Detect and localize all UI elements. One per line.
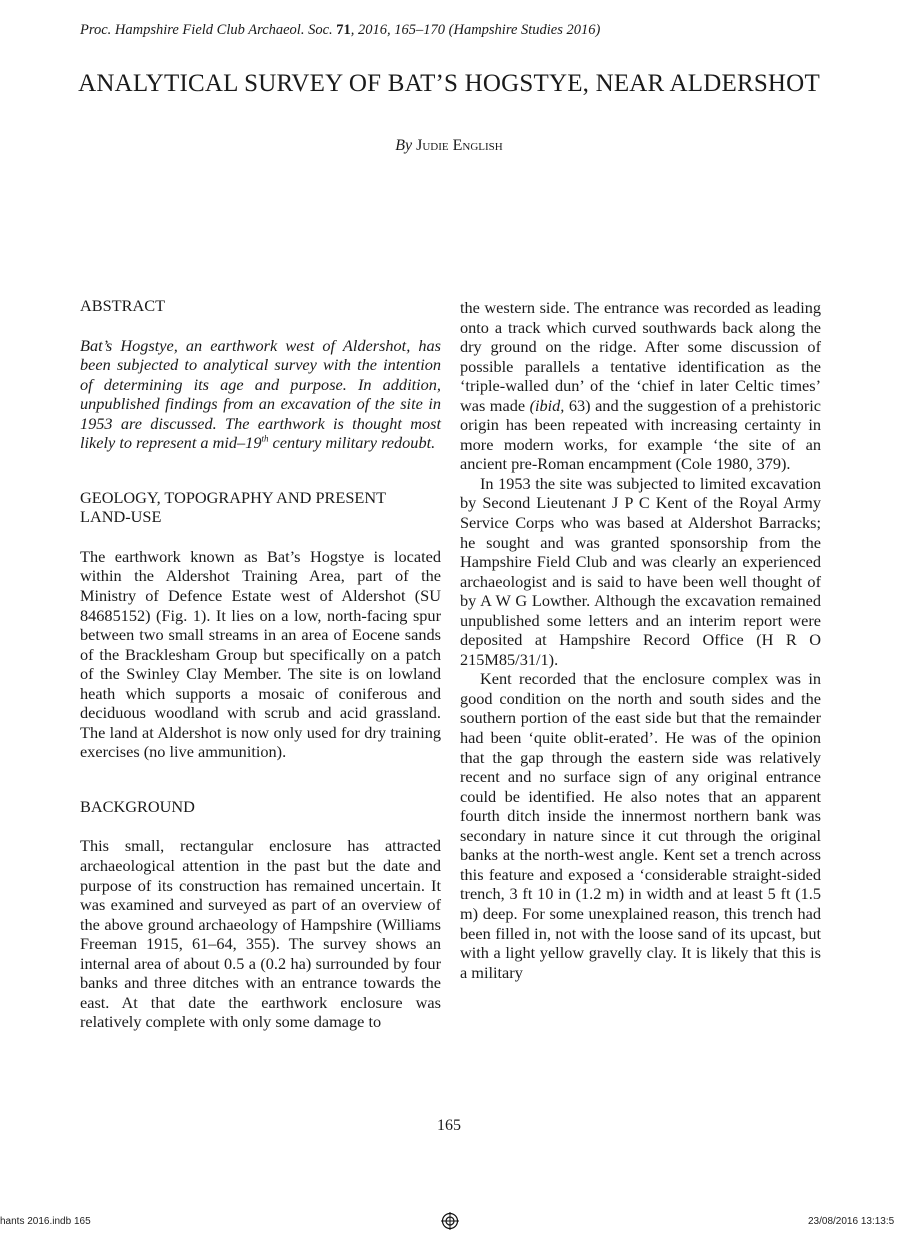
geology-heading-line1: GEOLOGY, TOPOGRAPHY AND PRESENT [80, 487, 387, 507]
background-para-2: In 1953 the site was subjected to limited excavation by Second Lieutenant J P C Kent of the Royal Army Service Corps who was based at Aldershot Barracks; he sought and was granted sponsorship from the Hampshire Field Club and was clearly an experienced archaeologist and is said to have been well thought of by A W G Lowther. Although the excavation remained unpublished some letters and an interim report were deposited at Hampshire Record Office (H R O 215M85/31/1). [460, 473, 821, 669]
geology-text: The earthwork known as Bat’s Hogstye is located within the Aldershot Training Area, part of the Ministry of Defence Estate west of Aldershot (SU 84685152) (Fig. 1). It lies on a low, north-facing spur between two small streams in an area of Eocene sands of the Bracklesham Group but specifically on a patch of the Swinley Clay Member. The site is on lowland heath which supports a mosaic of coniferous and deciduous woodland with scrub and acid grassland. The land at Aldershot is now only used for dry training exercises (no live ammunition). [80, 546, 441, 762]
background-para-1-continued [460, 298, 821, 474]
abstract-text-main: Bat’s Hogstye, an earthwork west of Aldershot, has been subjected to analytical survey with the intention of determining its age and purpose. In addition, unpublished findings from an excavation of the site in 1953 are discussed. The earthwork is thought most likely to represent a mid–19 [80, 335, 441, 453]
left-column [80, 296, 441, 1032]
abstract-sup: th [261, 433, 269, 444]
volume-number: 71 [336, 22, 351, 38]
abstract-heading: ABSTRACT [80, 296, 166, 315]
print-slug-file: hants 2016.indb 165 [0, 1216, 91, 1227]
running-head [80, 22, 820, 39]
byline [0, 137, 898, 155]
journal-name: Proc. Hampshire Field Club Archaeol. Soc. [80, 22, 333, 38]
right-column [460, 298, 821, 982]
article-title: ANALYTICAL SURVEY OF BAT’S HOGSTYE, NEAR ALDERSHOT [78, 70, 820, 97]
page-number: 165 [437, 1117, 461, 1134]
background-para-1-cont-b: 63) and the suggestion of a prehistoric origin has been repeated with increasing certainty in more modern works, for example ‘the site of an ancient pre-Roman encampment (Cole 1980, 379). [460, 395, 821, 474]
print-slug-timestamp: 23/08/2016 13:13:5 [808, 1216, 895, 1227]
background-para-1-cont-a: the western side. The entrance was recorded as leading onto a track which curved southwards back along the dry ground on the ridge. After some discussion of possible parallels a tentative identification as the ‘triple-walled dun’ of the ‘chief in later Celtic times’ was made [460, 298, 821, 415]
abstract-text [80, 336, 441, 453]
background-heading: BACKGROUND [80, 796, 195, 816]
byline-by: By [395, 137, 413, 154]
abstract-text-end: century military redoubt. [268, 433, 436, 453]
registration-mark-icon [441, 1212, 459, 1230]
background-para-1: This small, rectangular enclosure has attracted archaeological attention in the past but the date and purpose of its construction has remained uncertain. It was examined and surveyed as part of an overview of the above ground archaeology of Hampshire (Williams Freeman 1915, 61–64, 355). The survey shows an internal area of about 0.5 a (0.2 ha) surrounded by four banks and three ditches with an entrance towards the east. At that date the earthwork enclosure was relatively complete with only some damage to [80, 836, 441, 1032]
background-para-3: Kent recorded that the enclosure complex was in good condition on the north and south sides and the southern portion of the east side but that the remainder had been ‘quite oblit-erated’. He was of the opinion that the gap through the eastern side was relatively recent and no surface sign of any original entrance could be identified. He also notes that an apparent fourth ditch inside the innermost northern bank was secondary in nature since it cut through the original banks at the north-west angle. Kent set a trench across this feature and exposed a ‘considerable straight-sided trench, 3 ft 10 in (1.2 m) in width and at least 5 ft (1.5 m) deep. For some unexplained reason, this trench had been filled in, not with the loose sand of its upcast, but with a light yellow gravelly clay. It is likely that this is a military [460, 669, 821, 982]
author-name: Judie English [416, 137, 503, 154]
geology-heading-line2: LAND-USE [80, 507, 162, 527]
ibid-ref: (ibid, [529, 395, 565, 415]
citation-details: , 2016, 165–170 (Hampshire Studies 2016) [350, 22, 601, 38]
geology-heading [80, 488, 441, 527]
